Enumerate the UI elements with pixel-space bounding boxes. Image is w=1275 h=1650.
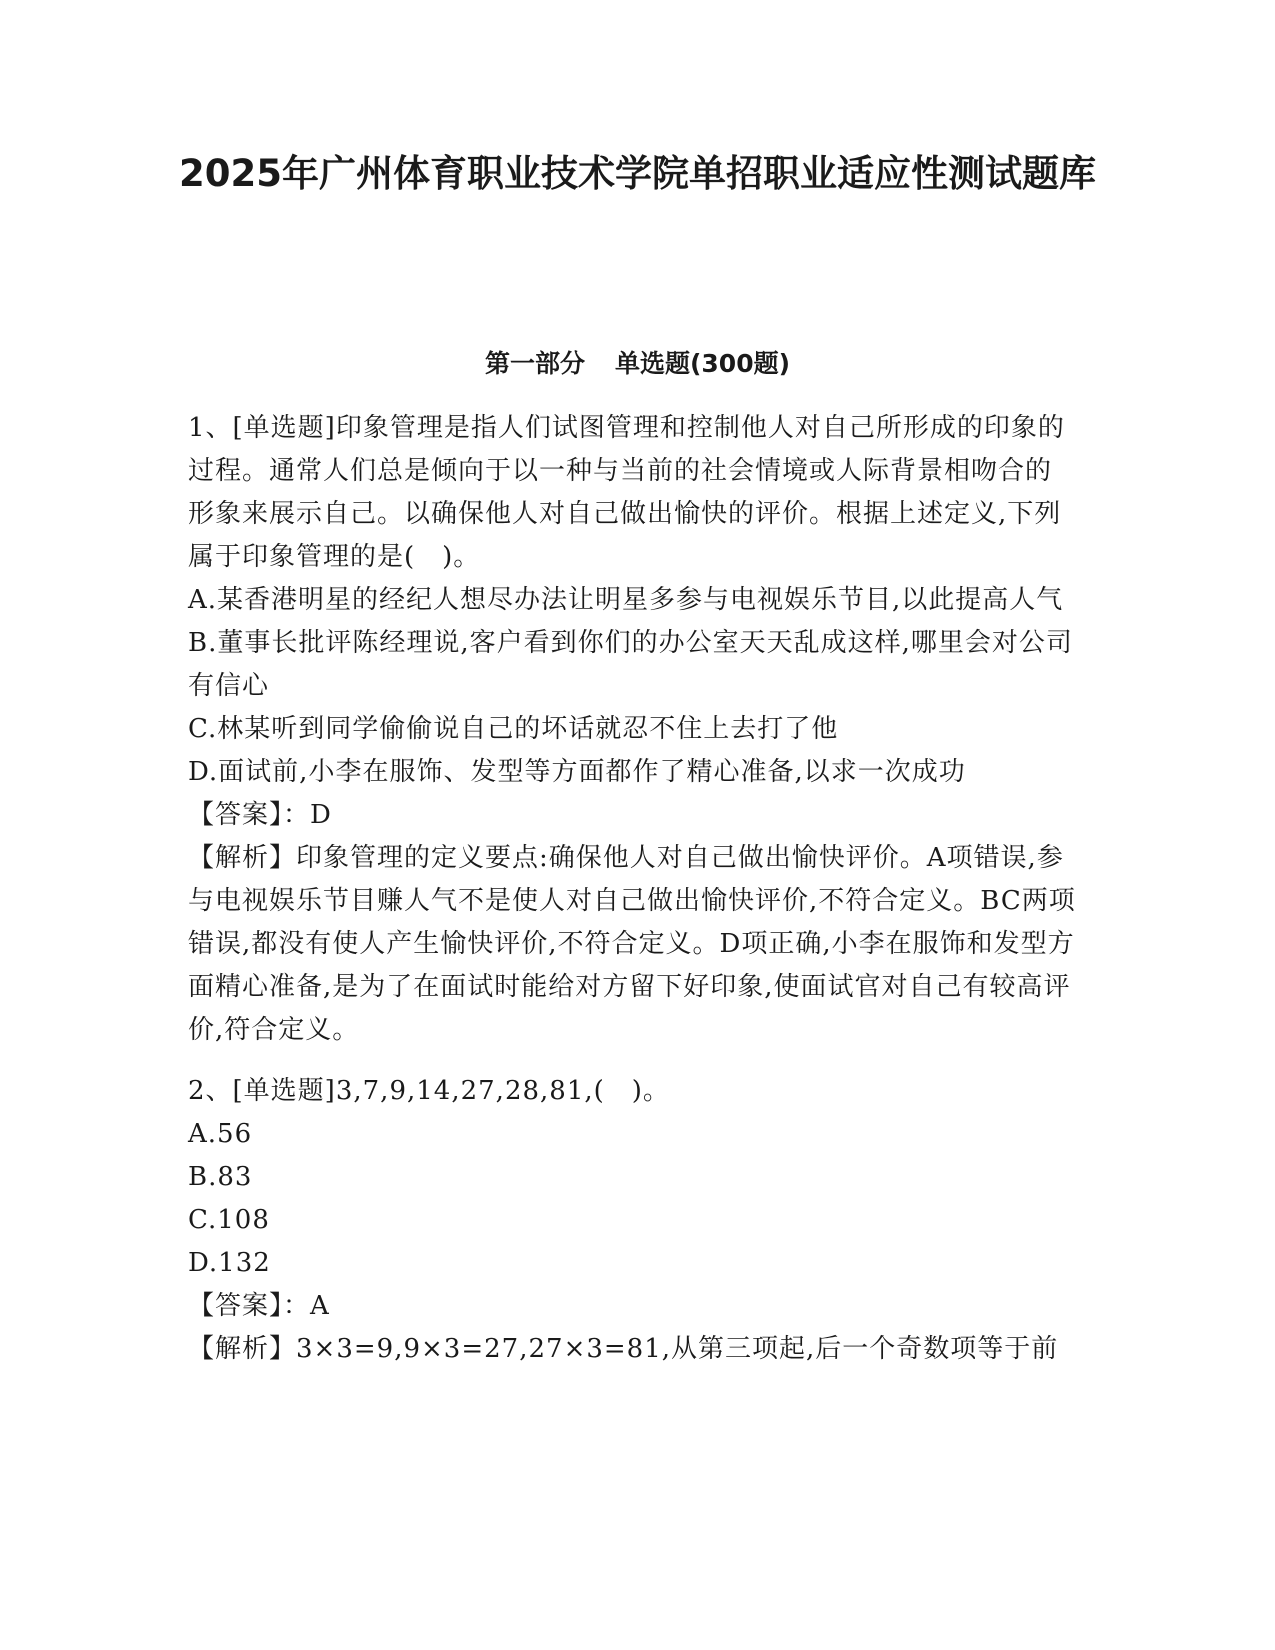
analysis-line (188, 1328, 1078, 1371)
analysis-label: 【解析】 (188, 843, 297, 873)
answer-value: A (310, 1291, 330, 1321)
analysis-text: 3×3=9,9×3=27,27×3=81,从第三项起,后一个奇数项等于前 (296, 1334, 1059, 1364)
answer-label: 【答案】： (188, 800, 311, 830)
option-b: B.董事长批评陈经理说,客户看到你们的办公室天天乱成这样,哪里会对公司有信心 (188, 628, 1073, 701)
option-b: B.83 (188, 1162, 253, 1192)
question-list (188, 407, 1078, 1371)
option-d: D.132 (188, 1248, 271, 1278)
document-title: 2025年广州体育职业技术学院单招职业适应性测试题库 (179, 152, 1096, 195)
analysis-line (188, 837, 1078, 1052)
option-c: C.林某听到同学偷偷说自己的坏话就忍不住上去打了他 (188, 714, 839, 744)
question-item (188, 1070, 1078, 1371)
option-a: A.56 (188, 1119, 253, 1149)
section-part-label: 第一部分 (484, 349, 585, 378)
question-stem: 2、[单选题]3,7,9,14,27,28,81,( )。 (188, 1076, 670, 1106)
option-a: A.某香港明星的经纪人想尽办法让明星多参与电视娱乐节目,以此提高人气 (188, 585, 1064, 615)
question-stem: 1、[单选题]印象管理是指人们试图管理和控制他人对自己所形成的印象的过程。通常人们总是倾向于以一种与当前的社会情境或人际背景相吻合的形象来展示自己。以确保他人对自己做出愉快的评价。根据上述定义,下列属于印象管理的是( )。 (188, 413, 1065, 572)
option-d: D.面试前,小李在服饰、发型等方面都作了精心准备,以求一次成功 (188, 757, 966, 787)
analysis-text: 印象管理的定义要点:确保他人对自己做出愉快评价。A项错误,参与电视娱乐节目赚人气不是使人对自己做出愉快评价,不符合定义。BC两项错误,都没有使人产生愉快评价,不符合定义。D项正确,小李在服饰和发型方面精心准备,是为了在面试时能给对方留下好印象,使面试官对自己有较高评价,符合定义。 (188, 843, 1076, 1045)
answer-label: 【答案】： (188, 1291, 311, 1321)
option-c: C.108 (188, 1205, 270, 1235)
section-name-label: 单选题(300题) (614, 349, 791, 378)
answer-value: D (310, 800, 332, 830)
question-item (188, 407, 1078, 1052)
answer-line (188, 1285, 1078, 1328)
analysis-label: 【解析】 (188, 1334, 297, 1364)
answer-line (188, 794, 1078, 837)
section-heading (0, 346, 1275, 382)
